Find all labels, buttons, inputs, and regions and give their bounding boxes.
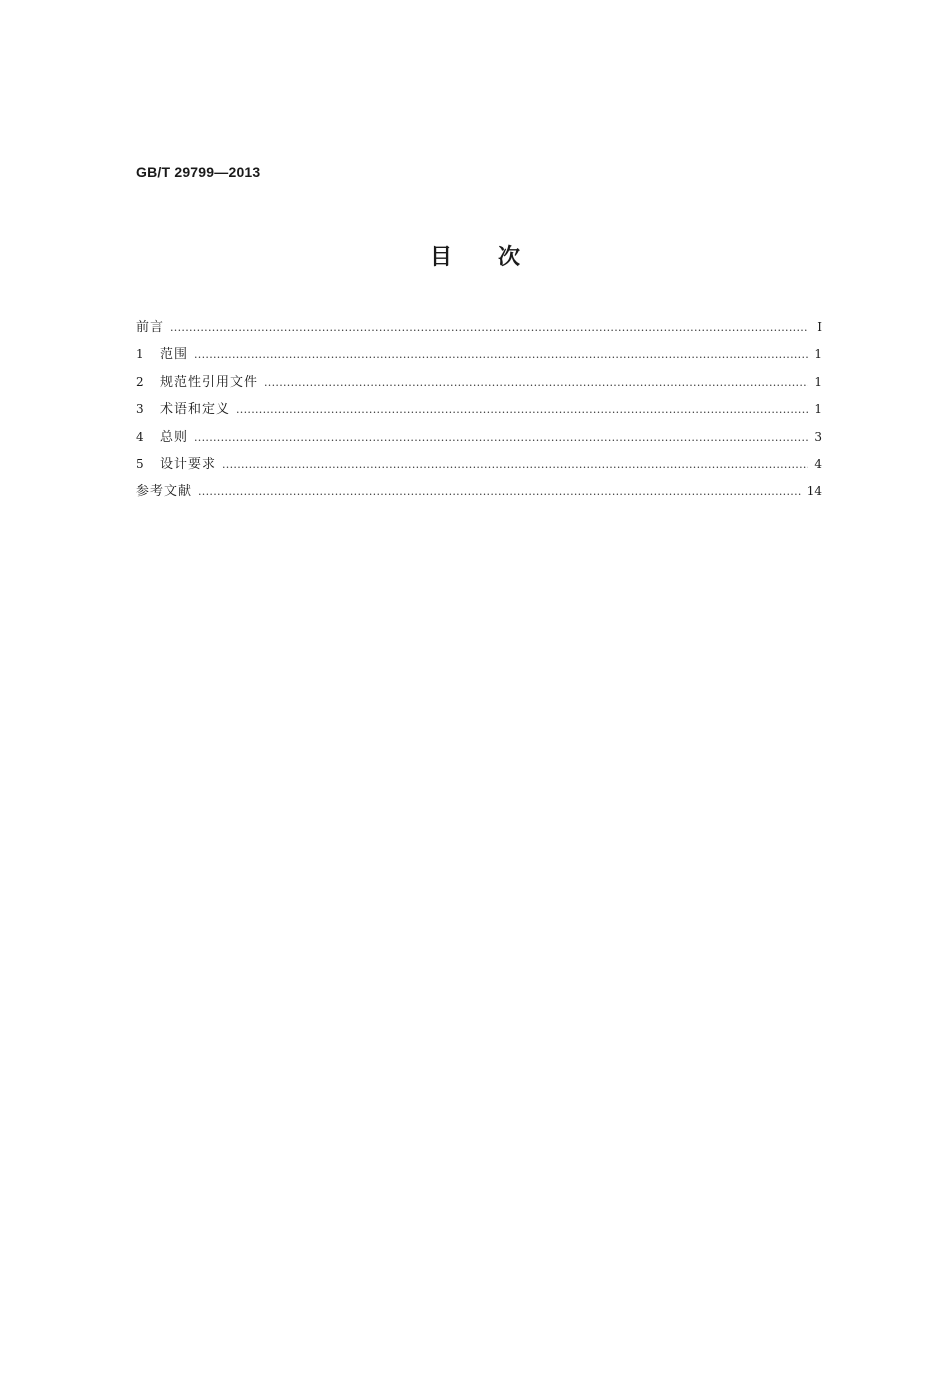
toc-leader-dots <box>236 396 808 423</box>
toc-entry-label: 范围 <box>160 347 189 363</box>
toc-entry-label: 术语和定义 <box>160 402 231 418</box>
toc-leader-dots <box>222 451 808 478</box>
toc-entry-number: 4 <box>136 429 144 444</box>
toc-entry-page: 1 <box>814 402 822 417</box>
toc-entry-page: Ⅰ <box>817 320 822 334</box>
page-title-char-2: 次 <box>498 245 521 270</box>
toc-entry-page: 1 <box>814 374 822 389</box>
toc-leader-dots <box>194 424 808 451</box>
toc-entry-label: 规范性引用文件 <box>160 374 259 390</box>
toc-entry-number: 2 <box>136 374 144 389</box>
toc-entry-page: 3 <box>814 429 822 444</box>
toc-entry-page: 1 <box>814 347 822 362</box>
toc-leader-dots <box>194 341 808 368</box>
page-title <box>0 240 950 271</box>
toc-entry-label: 前言 <box>136 320 165 335</box>
toc-leader-dots <box>170 314 808 341</box>
toc-entry-page: 4 <box>814 456 822 471</box>
toc-entry-label: 总则 <box>160 429 189 445</box>
table-of-contents <box>136 314 822 506</box>
toc-entry-foreword[interactable] <box>136 314 822 341</box>
toc-entry-label: 参考文献 <box>136 484 193 500</box>
toc-entry-number: 1 <box>136 347 144 362</box>
toc-leader-dots <box>264 369 808 396</box>
toc-leader-dots <box>198 478 801 505</box>
toc-entry-number: 5 <box>136 456 144 471</box>
toc-entry-label: 设计要求 <box>160 456 217 472</box>
toc-entry-page: 14 <box>806 484 822 499</box>
toc-entry-terms-definitions[interactable] <box>136 396 822 423</box>
toc-entry-normative-references[interactable] <box>136 369 822 396</box>
toc-entry-number: 3 <box>136 402 144 417</box>
toc-entry-scope[interactable] <box>136 341 822 368</box>
standard-code: GB/T 29799—2013 <box>136 164 261 180</box>
toc-entry-bibliography[interactable] <box>136 478 822 505</box>
page-title-char-1: 目 <box>429 245 452 270</box>
toc-entry-general[interactable] <box>136 424 822 451</box>
toc-entry-design-requirements[interactable] <box>136 451 822 478</box>
